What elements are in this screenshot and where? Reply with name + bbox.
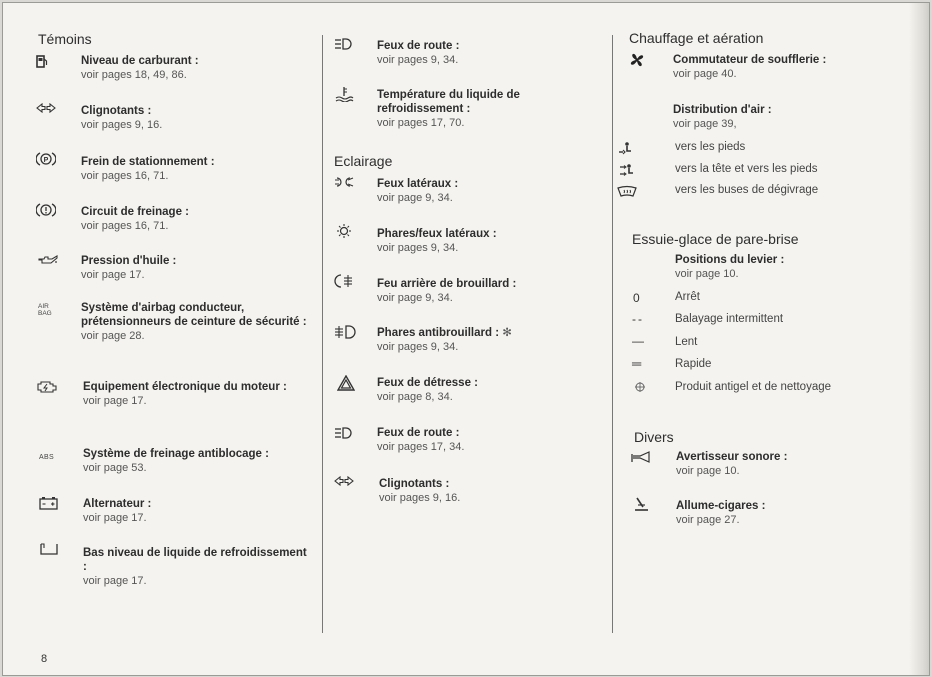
- cigarette-lighter-icon: [633, 496, 657, 512]
- warning-item-alternator: [83, 497, 308, 525]
- turn-signal-arrows-icon: [36, 100, 60, 116]
- item-title: Niveau de carburant :: [81, 55, 199, 67]
- item-pages: voir pages 16, 71.: [81, 170, 169, 182]
- column-divider-right: [612, 35, 613, 633]
- item-title: [377, 326, 602, 340]
- high-beam-icon: [334, 36, 358, 52]
- item-coolant-temperature: [377, 88, 602, 130]
- item-title: Pression d'huile :: [81, 255, 177, 267]
- high-beam-icon: [334, 425, 358, 441]
- item-title: Commutateur de soufflerie :: [673, 54, 827, 66]
- item-pages: voir page 39,: [673, 118, 737, 130]
- warning-item-abs: [83, 447, 313, 475]
- warning-item-fuel: [81, 54, 306, 82]
- item-title: Distribution d'air :: [673, 104, 772, 116]
- fuel-pump-icon: [36, 53, 60, 69]
- item-pages: voir page 28.: [81, 330, 145, 342]
- item-pages: voir pages 16, 71.: [81, 220, 169, 232]
- horn-icon: [631, 449, 655, 465]
- item-title: Phares/feux latéraux :: [377, 228, 497, 240]
- warning-item-oil-pressure: [81, 254, 306, 282]
- oil-can-icon: [36, 252, 60, 268]
- washer-fluid-icon: [633, 379, 657, 395]
- headlights-sidelights-icon: [334, 223, 358, 239]
- item-pages: voir page 17.: [81, 269, 145, 281]
- item-air-distribution: [673, 103, 873, 131]
- air-distribution-head-feet: vers la tête et vers les pieds: [675, 163, 818, 175]
- off-position-icon: 0: [633, 291, 640, 305]
- item-pages: voir page 27.: [676, 514, 740, 526]
- item-pages: voir pages 17, 70.: [377, 117, 465, 129]
- item-pages: voir page 53.: [83, 462, 147, 474]
- item-indicators: [379, 477, 604, 505]
- item-title: Température du liquide de refroidissement :: [377, 89, 520, 115]
- air-to-feet-icon: [617, 140, 641, 156]
- coolant-temperature-icon: [334, 86, 358, 102]
- item-title: Frein de stationnement :: [81, 156, 215, 168]
- item-title: Allume-cigares :: [676, 500, 766, 512]
- air-distribution-feet: vers les pieds: [675, 141, 746, 153]
- wiper-position-off: Arrêt: [675, 291, 700, 303]
- item-title: Système de freinage antiblocage :: [83, 448, 269, 460]
- abs-icon: ABS: [39, 453, 54, 461]
- parking-brake-icon: [36, 151, 60, 167]
- wiper-position-fast: Rapide: [675, 358, 712, 370]
- warning-item-coolant-level: [83, 546, 308, 588]
- warning-item-indicators: [81, 104, 306, 132]
- item-side-lights: [377, 177, 602, 205]
- item-cigarette-lighter: [676, 499, 876, 527]
- item-hazard-lights: [377, 376, 602, 404]
- item-pages: voir page 10.: [675, 268, 739, 280]
- item-title-text: Phares antibrouillard :: [377, 327, 500, 339]
- coolant-level-icon: [39, 541, 63, 557]
- item-title: Bas niveau de liquide de refroidissement :: [83, 547, 307, 573]
- item-title: Positions du levier :: [675, 254, 785, 266]
- wiper-position-slow: Lent: [675, 336, 698, 348]
- warning-item-airbag: [81, 301, 309, 343]
- item-pages: voir pages 17, 34.: [377, 441, 465, 453]
- item-title: Alternateur :: [83, 498, 152, 510]
- item-headlights-sidelights: [377, 227, 602, 255]
- item-pages: voir pages 9, 16.: [379, 492, 461, 504]
- wiper-position-intermittent: Balayage intermittent: [675, 313, 784, 325]
- air-to-head-and-feet-icon: [617, 162, 641, 178]
- item-title: Feu arrière de brouillard :: [377, 278, 517, 290]
- warning-item-brake-circuit: [81, 205, 306, 233]
- item-pages: voir page 9, 34.: [377, 192, 453, 204]
- item-title: Circuit de freinage :: [81, 206, 189, 218]
- section-heading-chauffage: Chauffage et aération: [629, 30, 764, 46]
- slow-icon: —: [632, 334, 644, 348]
- washer-fluid-label: Produit antigel et de nettoyage: [675, 381, 832, 393]
- item-pages: voir page 17.: [83, 512, 147, 524]
- item-high-beam-top: [377, 39, 602, 67]
- defrost-windscreen-icon: [617, 184, 641, 200]
- side-lights-icon: [334, 174, 358, 190]
- item-title: Feux latéraux :: [377, 178, 459, 190]
- fan-icon: [629, 52, 653, 68]
- page-edge-shadow: [909, 3, 929, 675]
- item-title: Clignotants :: [81, 105, 152, 117]
- item-title: Système d'airbag conducteur, prétensionneurs de ceinture de sécurité :: [81, 302, 307, 328]
- item-title: Equipement électronique du moteur :: [83, 381, 287, 393]
- item-pages: voir pages 9, 16.: [81, 119, 163, 131]
- page-number: 8: [41, 653, 48, 665]
- item-pages: voir page 9, 34.: [377, 292, 453, 304]
- section-heading-temoins: Témoins: [38, 31, 92, 47]
- section-heading-divers: Divers: [634, 429, 674, 445]
- front-fog-light-icon: [334, 324, 358, 340]
- item-high-beam: [377, 426, 602, 454]
- item-lever-positions: [675, 253, 875, 281]
- item-pages: voir pages 9, 34.: [377, 242, 459, 254]
- svg-text:P: P: [43, 157, 49, 164]
- item-pages: voir page 40.: [673, 68, 737, 80]
- item-title: Feux de route :: [377, 40, 460, 52]
- item-front-fog-lights: [377, 326, 602, 354]
- item-pages: voir page 8, 34.: [377, 391, 453, 403]
- hazard-warning-icon: [337, 375, 361, 391]
- item-pages: voir pages 9, 34.: [377, 341, 459, 353]
- fast-icon: ═: [632, 356, 642, 371]
- item-title: Clignotants :: [379, 478, 450, 490]
- item-pages: voir pages 9, 34.: [377, 54, 459, 66]
- option-asterisk-icon: ✻: [502, 327, 512, 339]
- airbag-icon: AIR BAG: [38, 303, 52, 317]
- rear-fog-light-icon: [334, 273, 358, 289]
- item-title: Avertisseur sonore :: [676, 451, 788, 463]
- item-horn: [676, 450, 876, 478]
- engine-electronics-icon: [36, 379, 60, 395]
- brake-circuit-icon: [36, 202, 60, 218]
- intermittent-icon: --: [632, 312, 644, 326]
- air-distribution-defrost: vers les buses de dégivrage: [675, 184, 819, 196]
- turn-signal-arrows-icon: [334, 473, 358, 489]
- item-title: Feux de route :: [377, 427, 460, 439]
- manual-page: [2, 2, 930, 676]
- item-fan-switch: [673, 53, 873, 81]
- item-pages: voir page 17.: [83, 575, 147, 587]
- item-pages: voir page 10.: [676, 465, 740, 477]
- warning-item-parking-brake: [81, 155, 306, 183]
- item-rear-fog-light: [377, 277, 602, 305]
- item-title: Feux de détresse :: [377, 377, 478, 389]
- item-pages: voir pages 18, 49, 86.: [81, 69, 187, 81]
- battery-icon: [39, 495, 63, 511]
- section-heading-essuie-glace: Essuie-glace de pare-brise: [632, 231, 799, 247]
- column-divider-left: [322, 35, 323, 633]
- item-pages: voir page 17.: [83, 395, 147, 407]
- section-heading-eclairage: Eclairage: [334, 153, 393, 169]
- warning-item-engine-electronics: [83, 380, 308, 408]
